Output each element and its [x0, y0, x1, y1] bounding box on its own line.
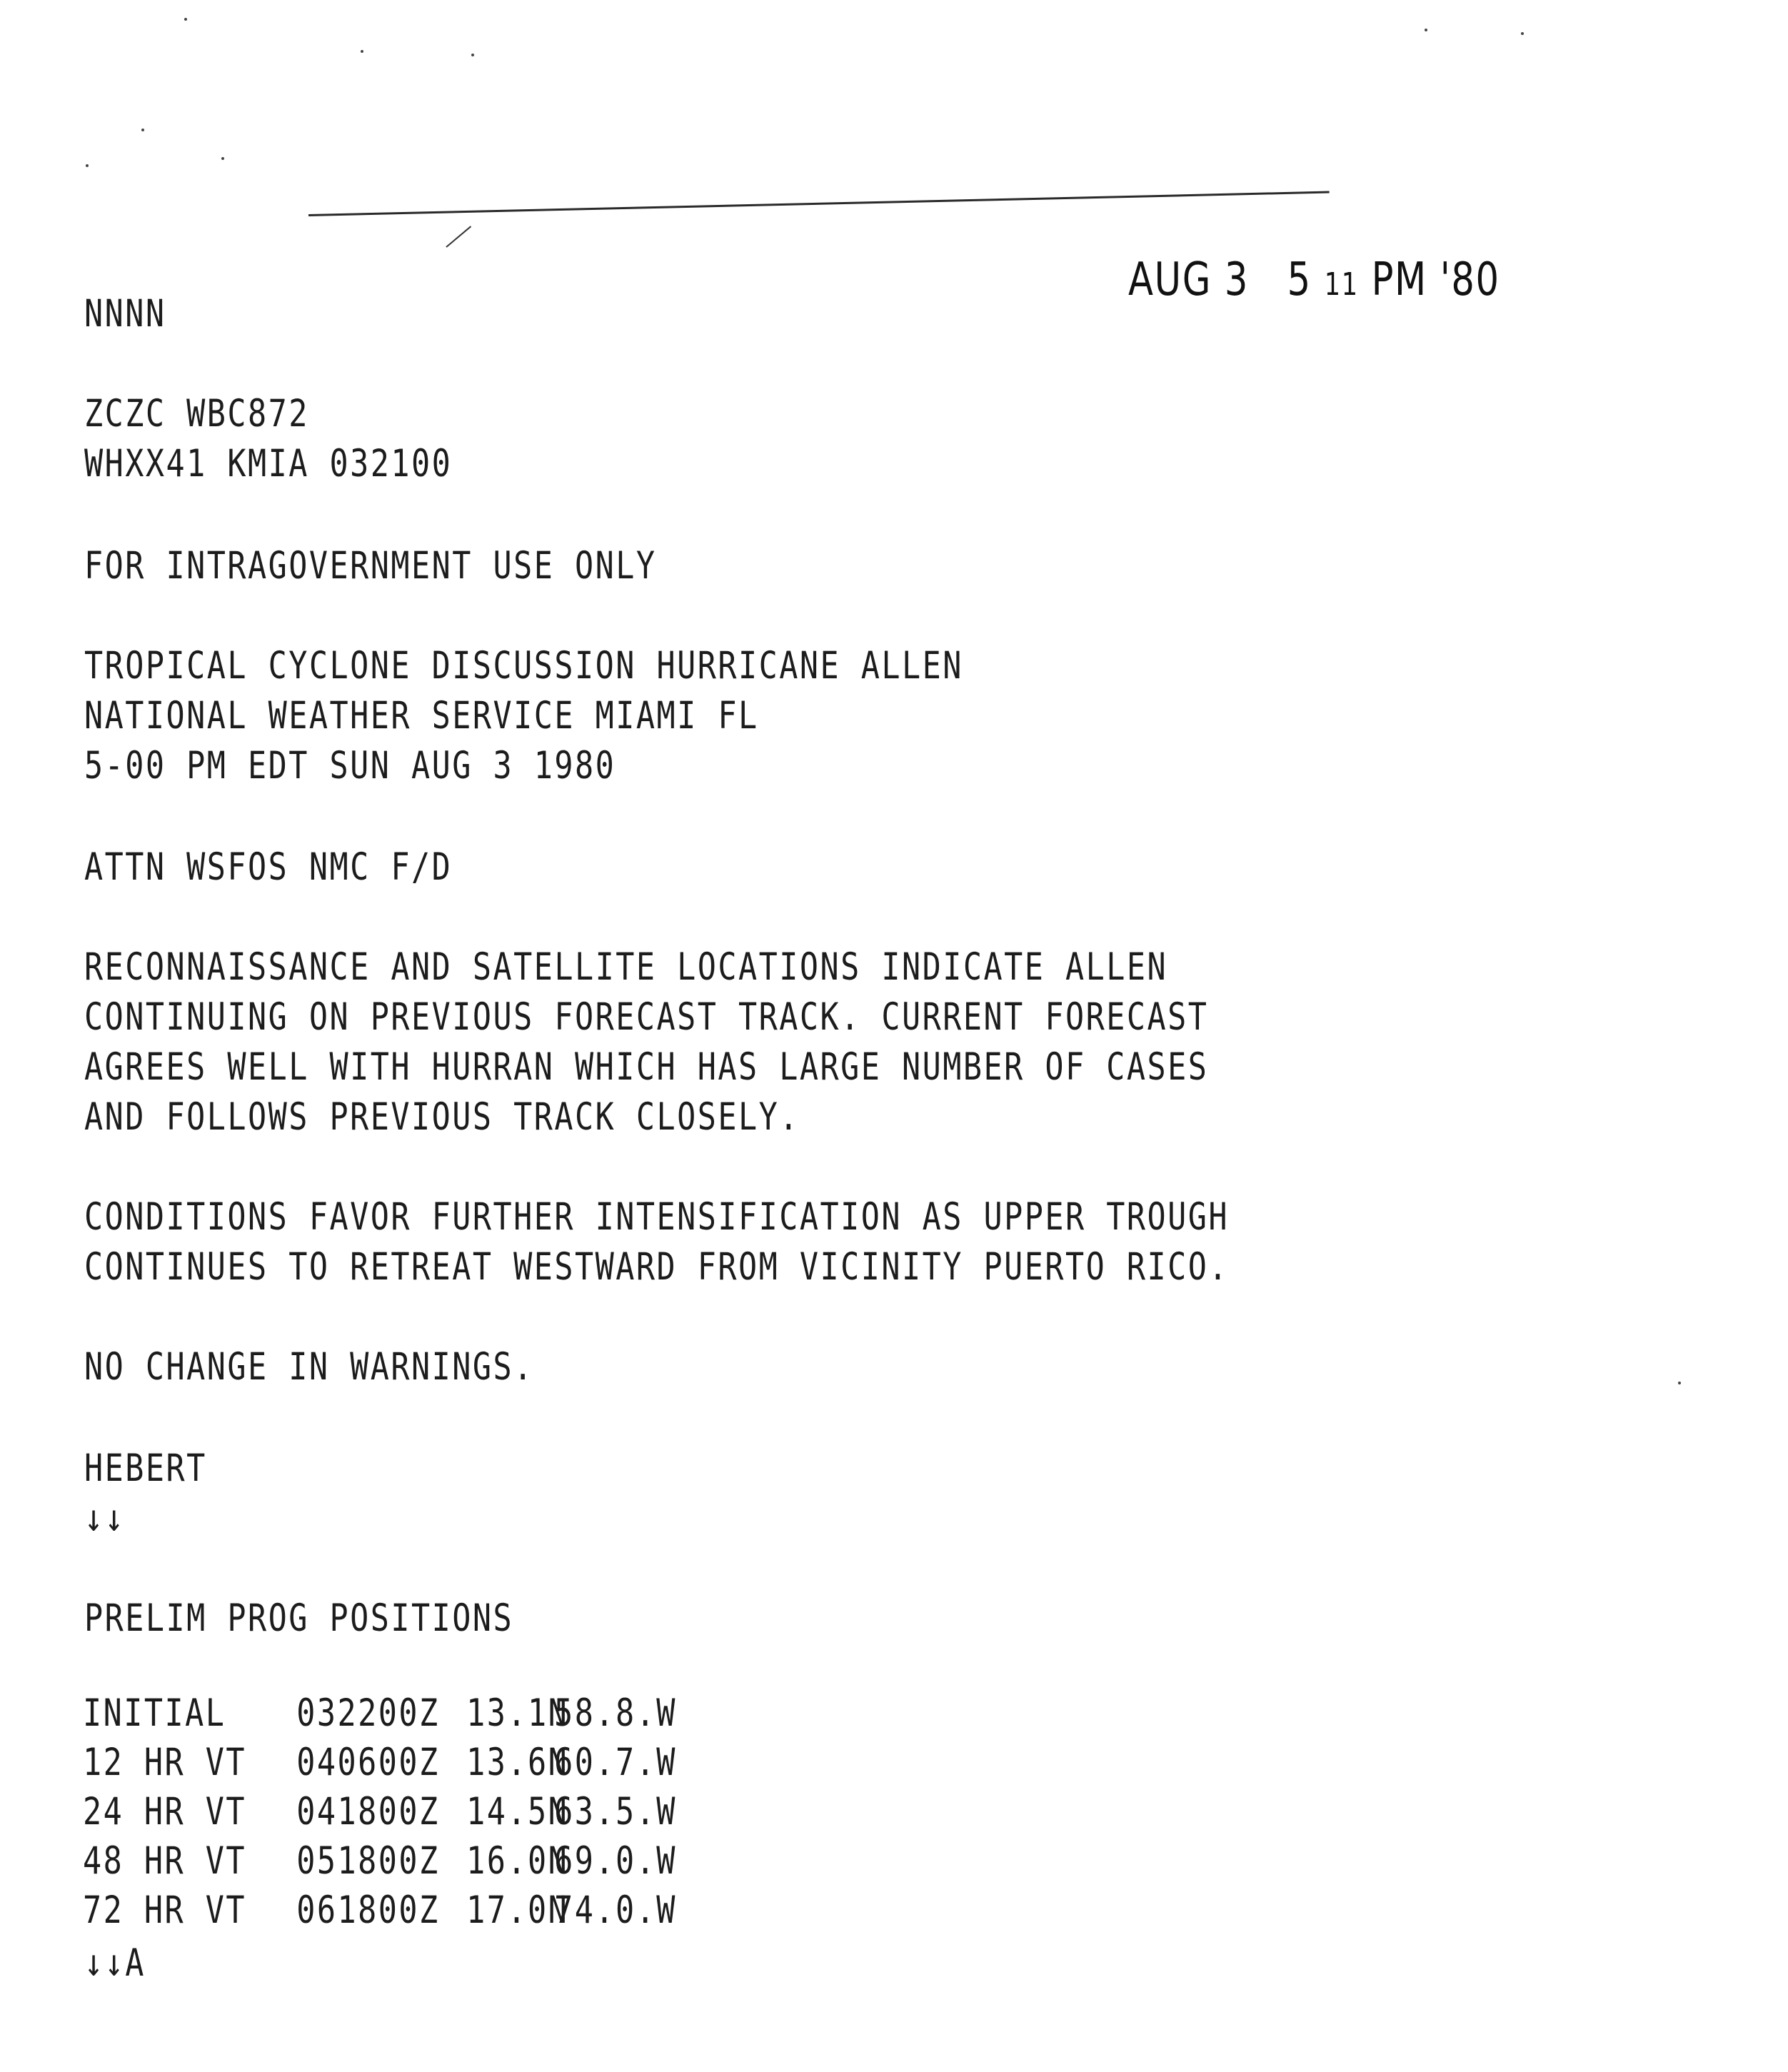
title-line-2: NATIONAL WEATHER SERVICE MIAMI FL	[84, 694, 759, 738]
speck	[1521, 32, 1524, 35]
title-line-3: 5-00 PM EDT SUN AUG 3 1980	[84, 744, 616, 788]
position-lat: 17.0N	[466, 1889, 569, 1932]
position-label: 12 HR VT	[83, 1741, 247, 1784]
paragraph-2-line: CONDITIONS FAVOR FURTHER INTENSIFICATION AS UPPER TROUGH	[84, 1195, 1230, 1239]
position-lat: 14.5N	[466, 1790, 569, 1834]
paragraph-2-line: CONTINUES TO RETREAT WESTWARD FROM VICINITY PUERTO RICO.	[84, 1245, 1230, 1289]
paragraph-1-line: RECONNAISSANCE AND SATELLITE LOCATIONS INDICATE ALLEN	[84, 945, 1168, 989]
end-marker: ↓↓A	[84, 1941, 146, 1985]
position-lon: 60.7.W	[554, 1741, 677, 1784]
position-lat: 13.6N	[466, 1741, 569, 1784]
stamp-hour: 5	[1287, 253, 1312, 306]
position-label: 24 HR VT	[83, 1790, 247, 1834]
table-row	[83, 1738, 677, 1787]
speck	[141, 129, 144, 131]
stamp-minute: 11	[1324, 266, 1359, 303]
position-label: 48 HR VT	[83, 1839, 247, 1883]
position-time: 041800Z	[296, 1790, 440, 1834]
position-lat: 13.1N	[466, 1691, 569, 1735]
paragraph-1-line: CONTINUING ON PREVIOUS FORECAST TRACK. CURRENT FORECAST	[84, 995, 1209, 1039]
position-lon: 74.0.W	[554, 1889, 677, 1932]
speck	[221, 157, 224, 160]
attention-line: ATTN WSFOS NMC F/D	[84, 845, 453, 889]
position-time: 040600Z	[296, 1741, 440, 1784]
table-row	[83, 1886, 677, 1935]
position-time: 051800Z	[296, 1839, 440, 1883]
signature-marker: ↓↓	[84, 1497, 126, 1540]
paragraph-1-line: AND FOLLOWS PREVIOUS TRACK CLOSELY.	[84, 1095, 800, 1139]
position-lon: 69.0.W	[554, 1839, 677, 1883]
positions-title: PRELIM PROG POSITIONS	[84, 1596, 514, 1640]
speck	[184, 18, 187, 21]
position-time: 061800Z	[296, 1889, 440, 1932]
speck	[471, 54, 474, 56]
position-label: 72 HR VT	[83, 1889, 247, 1932]
stamp-date: AUG 3	[1128, 253, 1250, 306]
table-row	[83, 1689, 677, 1738]
paragraph-1-line: AGREES WELL WITH HURRAN WHICH HAS LARGE NUMBER OF CASES	[84, 1045, 1209, 1089]
speck	[86, 164, 89, 167]
restriction-line: FOR INTRAGOVERNMENT USE ONLY	[84, 544, 657, 588]
position-label: INITIAL	[83, 1691, 226, 1735]
stamp-ampm-year: PM '80	[1371, 253, 1500, 306]
paragraph-3: NO CHANGE IN WARNINGS.	[84, 1345, 534, 1389]
positions-table	[83, 1689, 677, 1935]
title-line-1: TROPICAL CYCLONE DISCUSSION HURRICANE ALLEN	[84, 644, 963, 688]
receipt-time-stamp	[1128, 253, 1500, 306]
position-time: 032200Z	[296, 1691, 440, 1735]
position-lon: 63.5.W	[554, 1790, 677, 1834]
position-lon: 58.8.W	[554, 1691, 677, 1735]
table-row	[83, 1787, 677, 1836]
horizontal-rule	[308, 191, 1330, 216]
header-line-1: ZCZC WBC872	[84, 392, 309, 436]
speck	[1678, 1382, 1681, 1384]
speck	[1425, 29, 1427, 31]
header-line-2: WHXX41 KMIA 032100	[84, 442, 453, 486]
position-lat: 16.0N	[466, 1839, 569, 1883]
pen-tick-mark	[446, 226, 471, 247]
end-of-message-marker: NNNN	[84, 292, 166, 336]
speck	[361, 50, 363, 53]
table-row	[83, 1836, 677, 1886]
signature: HEBERT	[84, 1447, 207, 1490]
